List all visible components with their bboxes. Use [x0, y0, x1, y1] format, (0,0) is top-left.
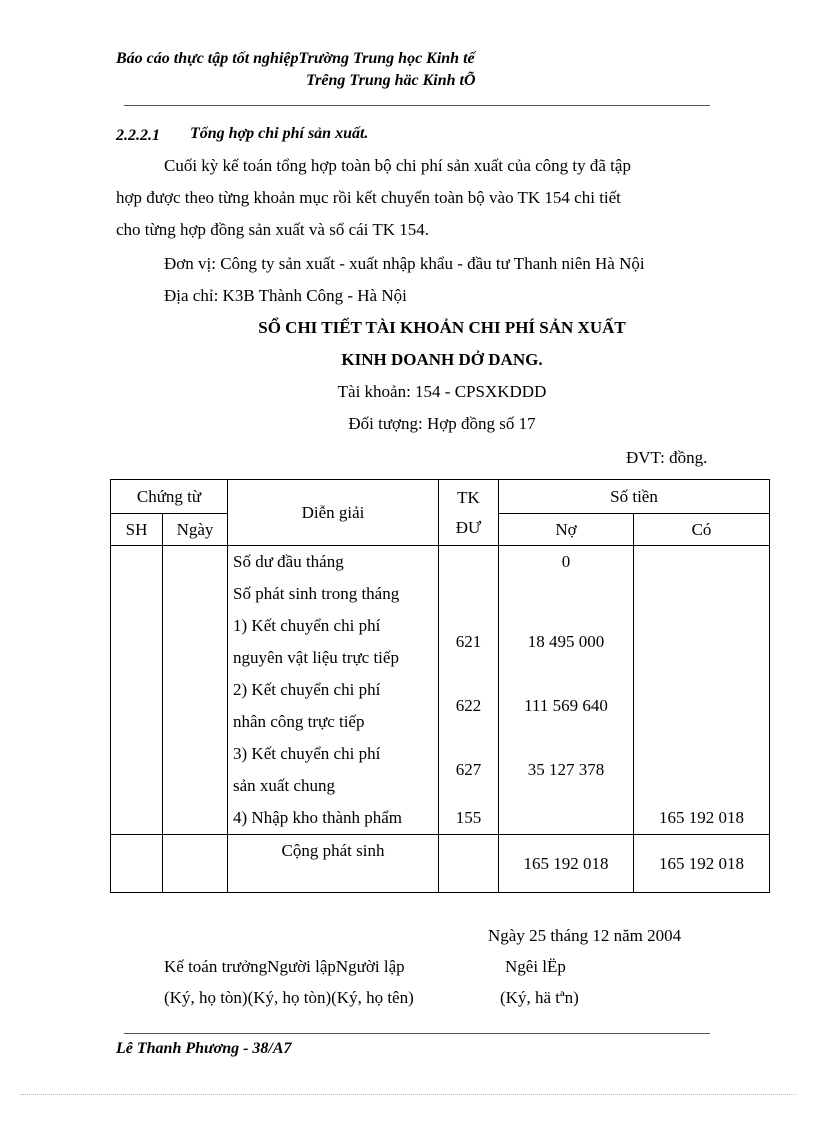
ledger-table: [110, 479, 770, 893]
footer-rule: [124, 1033, 710, 1034]
total-credit: 165 192 018: [634, 835, 770, 893]
company-address: Địa chỉ: K3B Thành Công - Hà Nội: [164, 286, 407, 305]
row-desc: 3) Kết chuyển chi phí: [233, 744, 381, 763]
row-account: 622: [455, 696, 482, 715]
header-voucher: Chứng từ: [111, 480, 228, 514]
header-debit: Nợ: [499, 514, 634, 546]
ledger-account: Tài khoản: 154 - CPSXKDDD: [337, 382, 547, 401]
signature-date: Ngày 25 tháng 12 năm 2004: [488, 926, 682, 945]
paragraph-line-3: cho từng hợp đồng sản xuất và sổ cái TK 154.: [116, 220, 429, 239]
entries-sh-column: [111, 546, 163, 835]
signature-roles: Kế toán trưởngNgười lậpNgười lập: [164, 957, 405, 976]
row-debit: 0: [561, 552, 571, 571]
header-rule: [124, 105, 710, 106]
table-row-total: [111, 835, 770, 893]
header-credit: Có: [634, 514, 770, 546]
row-account: 155: [455, 808, 482, 827]
row-desc: nguyên vật liệu trực tiếp: [233, 648, 399, 667]
header-sh: SH: [111, 514, 163, 546]
row-account: 627: [455, 760, 482, 779]
ledger-unit: ĐVT: đồng.: [626, 448, 708, 467]
paragraph-line-2: hợp được theo từng khoản mục rồi kết chuyển toàn bộ vào TK 154 chi tiết: [116, 188, 621, 207]
row-credit: 165 192 018: [659, 808, 744, 827]
footer-author: Lê Thanh Phương - 38/A7: [116, 1040, 292, 1057]
ledger-title-2: KINH DOANH DỞ DANG.: [341, 350, 543, 369]
row-account: 621: [455, 632, 482, 651]
page-header-line1: Báo cáo thực tập tốt nghiệpTrường Trung học Kinh tế: [116, 50, 475, 67]
signature-roles-note: (Ký, họ tòn)(Ký, họ tòn)(Ký, họ tên): [164, 988, 414, 1007]
row-desc: 1) Kết chuyển chi phí: [233, 616, 381, 635]
row-debit: 35 127 378: [527, 760, 605, 779]
row-desc: nhân công trực tiếp: [233, 712, 365, 731]
signature-preparer-note: (Ký, hä tªn): [500, 988, 579, 1007]
total-debit: 165 192 018: [499, 835, 634, 893]
section-number: 2.2.2.1: [116, 127, 160, 144]
row-debit: 111 569 640: [524, 696, 608, 715]
entries-date-column: [163, 546, 228, 835]
table-row-entries: [111, 546, 770, 835]
company-unit: Đơn vị: Công ty sản xuất - xuất nhập khẩu - đầu tư Thanh niên Hà Nội: [164, 254, 645, 273]
total-label: Cộng phát sinh: [228, 835, 439, 893]
header-amount: Số tiền: [499, 480, 770, 514]
signature-preparer: Ngêi lËp: [505, 957, 566, 976]
header-date: Ngày: [163, 514, 228, 546]
entries-account-column: [439, 546, 499, 835]
page-edge-dotted-line: [20, 1094, 796, 1095]
entries-credit-column: [634, 546, 770, 835]
header-account: [439, 480, 499, 546]
page-header-line2: Trêng Trung häc Kinh tÕ: [306, 72, 476, 89]
header-account-line1: TK: [457, 487, 480, 507]
entries-debit-column: [499, 546, 634, 835]
section-title: Tổng hợp chi phí sản xuất.: [190, 125, 369, 142]
header-account-line2: ĐƯ: [455, 517, 482, 537]
row-desc: 2) Kết chuyển chi phí: [233, 680, 381, 699]
row-desc: 4) Nhập kho thành phẩm: [233, 808, 403, 827]
paragraph-line-1: Cuối kỳ kế toán tổng hợp toàn bộ chi phí sản xuất của công ty đã tập: [164, 156, 631, 175]
row-desc: Số phát sinh trong tháng: [233, 584, 400, 603]
header-description: Diễn giải: [228, 480, 439, 546]
ledger-title-1: SỔ CHI TIẾT TÀI KHOẢN CHI PHÍ SẢN XUẤT: [258, 318, 626, 337]
entries-description-column: [228, 546, 439, 835]
row-desc: sản xuất chung: [233, 776, 335, 795]
row-debit: 18 495 000: [527, 632, 605, 651]
row-desc: Số dư đầu tháng: [233, 552, 344, 571]
ledger-subject: Đối tượng: Hợp đồng số 17: [348, 414, 536, 433]
